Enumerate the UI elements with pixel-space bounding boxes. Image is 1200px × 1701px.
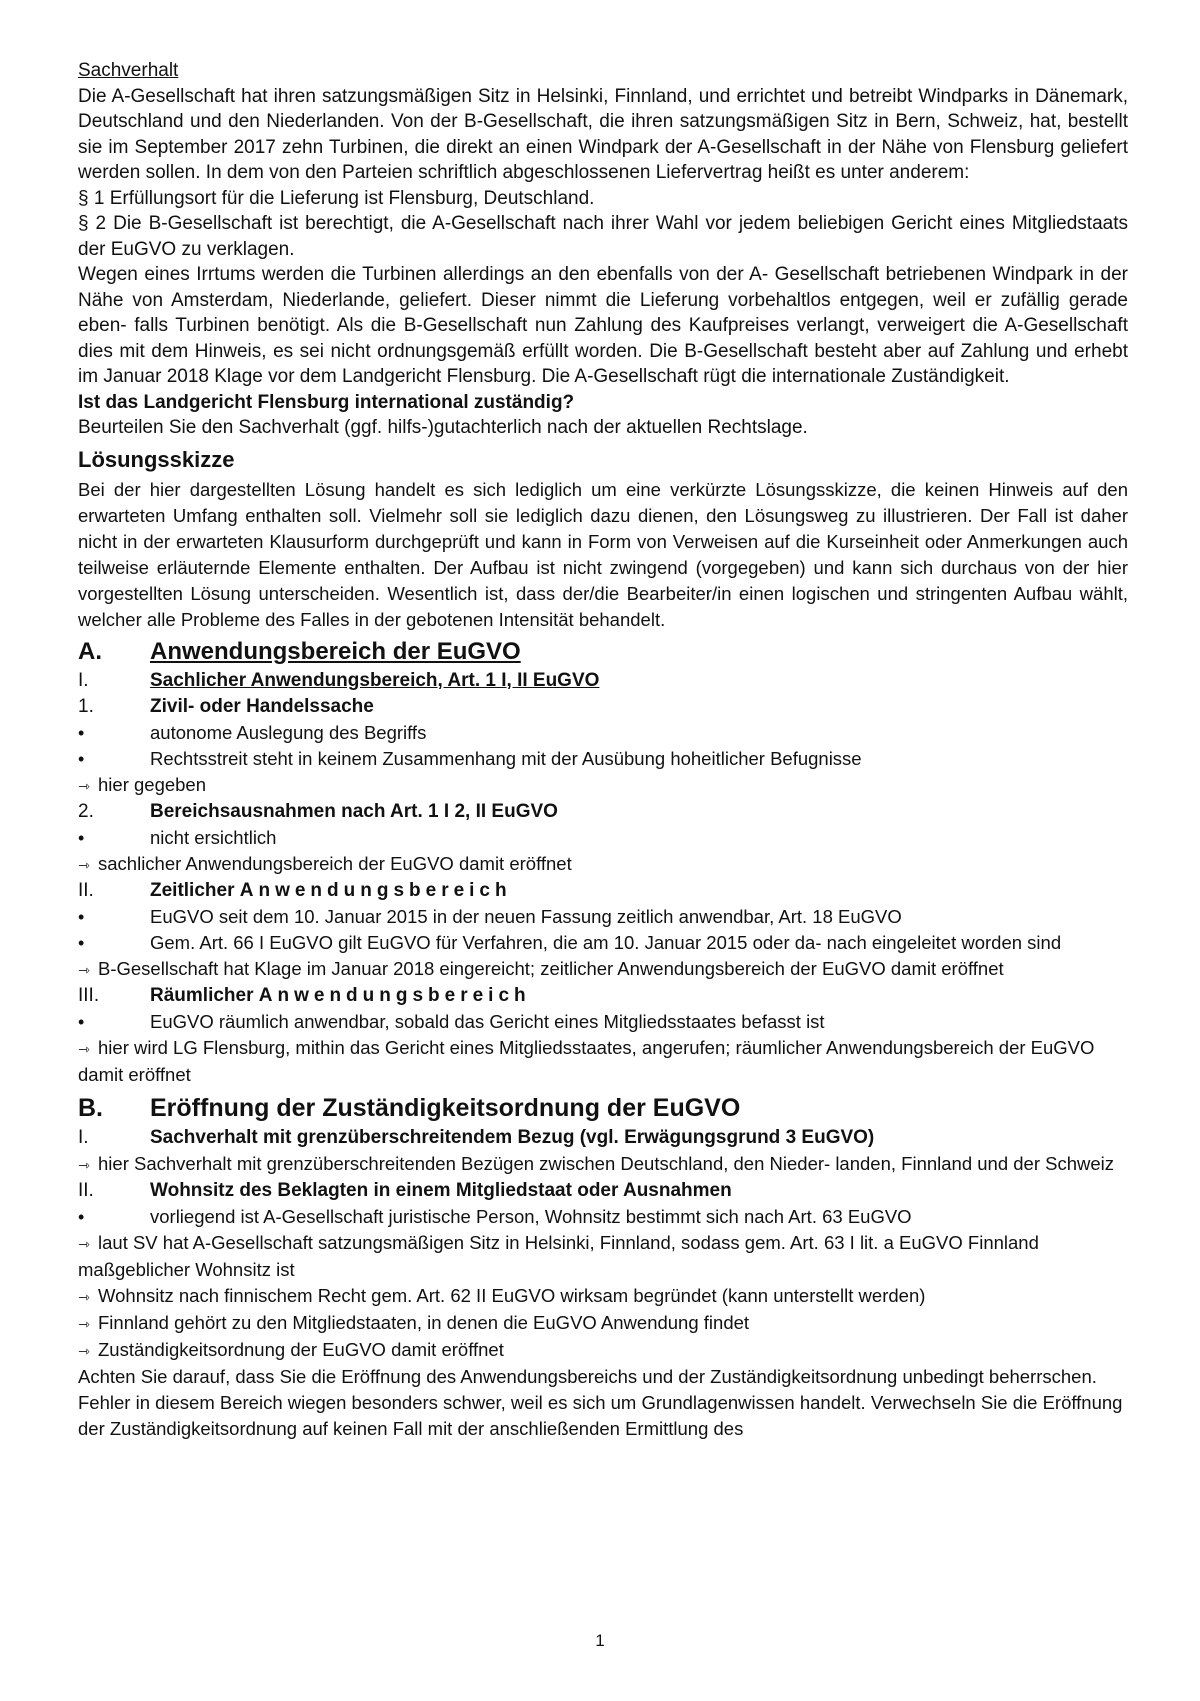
result-line: ⇾ hier gegeben [78, 772, 1128, 799]
sachverhalt-paragraph-2: Wegen eines Irrtums werden die Turbinen allerdings an den ebenfalls von der A- Gesellschaft betriebenen Windpark in der Nähe von Amsterdam, Niederlande, geliefert. Dieser nimmt die Lieferung vorbehaltlos entgegen, weil er zufällig gerade eben- falls Turbinen benötigt. Als die B-Gesellschaft nun Zahlung des Kaufpreises verlangt, verweigert die A-Gesellschaft dies mit dem Hinweis, es sei nicht ordnungsgemäß erfüllt worden. Die B-Gesellschaft besteht aber auf Zahlung und erhebt im Januar 2018 Klage vor dem Landgericht Flensburg. Die A-Gesellschaft rügt die internationale Zuständigkeit. [78, 264, 1128, 387]
arrow-icon: ⇾ [78, 961, 90, 978]
arrow-icon: ⇾ [78, 777, 90, 794]
closing-note: Achten Sie darauf, dass Sie die Eröffnung des Anwendungsbereichs und der Zuständigkeitsordnung unbedingt beherrschen. Fehler in diesem Bereich wiegen besonders schwer, weil es sich um Grundlagenwissen handelt. Verwechseln Sie die Eröffnung der Zuständigkeitsordnung auf keinen Fall mit der anschließenden Ermittlung des [78, 1365, 1123, 1439]
arrow-icon: ⇾ [78, 1315, 90, 1332]
section-a-ii-heading: II. Zeitlicher Anwendungsbereich [78, 879, 512, 901]
result-line: ⇾ Zuständigkeitsordnung der EuGVO damit eröffnet [78, 1337, 1128, 1364]
result-line: ⇾ hier Sachverhalt mit grenzüberschreitenden Bezügen zwischen Deutschland, den Nieder- landen, Finnland und der Schweiz [78, 1151, 1128, 1178]
page-number: 1 [595, 1631, 605, 1650]
contract-clause-1: § 1 Erfüllungsort für die Lieferung ist Flensburg, Deutschland. [78, 187, 595, 209]
section-b-i-heading: I. Sachverhalt mit grenzüberschreitendem Bezug (vgl. Erwägungsgrund 3 EuGVO) [78, 1126, 875, 1148]
arrow-icon: ⇾ [78, 1156, 90, 1173]
arrow-icon: ⇾ [78, 1288, 90, 1305]
solution-intro: Bei der hier dargestellten Lösung handelt es sich lediglich um eine verkürzte Lösungsskizze, die keinen Hinweis auf den erwarteten Umfang enthalten soll. Vielmehr soll sie lediglich dazu dienen, den Lösungsweg zu illustrieren. Der Fall ist daher nicht in der erwarteten Klausurform durchgeprüft und kann in Form von Verweisen auf die Kurseinheit oder Anmerkungen auch teilweise erläuternde Elemente enthalten. Der Aufbau ist nicht zwingend (vorgegeben) und kann sich durchaus von der hier vorgestellten Lösung unterscheiden. Wesentlich ist, dass der/die Bearbeiter/in einen logischen und stringenten Aufbau wählt, welcher alle Probleme des Falles in der gebotenen Intensität behandelt. [78, 478, 1128, 630]
bullet-item: • Rechtsstreit steht in keinem Zusammenhang mit der Ausübung hoheitlicher Befugnisse [78, 746, 1128, 772]
section-a-i-1-heading: 1. Zivil- oder Handelssache [78, 695, 374, 717]
sachverhalt-heading: Sachverhalt [78, 60, 179, 81]
arrow-icon: ⇾ [78, 1235, 90, 1252]
document-page [78, 58, 1128, 1442]
result-line: ⇾ hier wird LG Flensburg, mithin das Gericht eines Mitgliedsstaates, angerufen; räumlicher Anwendungsbereich der EuGVO damit eröffnet [78, 1036, 1095, 1085]
bullet-item: • nicht ersichtlich [78, 825, 1128, 851]
result-line: ⇾ Wohnsitz nach finnischem Recht gem. Art. 62 II EuGVO wirksam begründet (kann unterstellt werden) [78, 1283, 1128, 1310]
bullet-item: • Gem. Art. 66 I EuGVO gilt EuGVO für Verfahren, die am 10. Januar 2015 oder da- nach eingeleitet worden sind [78, 930, 1128, 956]
section-a-i-heading: I. Sachlicher Anwendungsbereich, Art. 1 I, II EuGVO [78, 669, 600, 691]
bullet-item: • EuGVO seit dem 10. Januar 2015 in der neuen Fassung zeitlich anwendbar, Art. 18 EuGVO [78, 904, 1128, 930]
result-line: ⇾ sachlicher Anwendungsbereich der EuGVO damit eröffnet [78, 851, 1128, 878]
bullet-item: • EuGVO räumlich anwendbar, sobald das Gericht eines Mitgliedsstaates befasst ist [78, 1009, 1128, 1035]
result-line: ⇾ laut SV hat A-Gesellschaft satzungsmäßigen Sitz in Helsinki, Finnland, sodass gem. Art. 63 I lit. a EuGVO Finnland maßgeblicher Wohnsitz ist [78, 1231, 1039, 1280]
bullet-item: • autonome Auslegung des Begriffs [78, 720, 1128, 746]
case-question: Ist das Landgericht Flensburg international zuständig? [78, 391, 575, 413]
solution-heading: Lösungsskizze [78, 446, 235, 472]
section-b-heading: B. Eröffnung der Zuständigkeitsordnung der EuGVO [78, 1093, 741, 1122]
result-line: ⇾ Finnland gehört zu den Mitgliedstaaten, in denen die EuGVO Anwendung findet [78, 1310, 1128, 1337]
arrow-icon: ⇾ [78, 1342, 90, 1359]
section-a-i-2-heading: 2. Bereichsausnahmen nach Art. 1 I 2, II EuGVO [78, 800, 558, 822]
task-instruction: Beurteilen Sie den Sachverhalt (ggf. hilfs-)gutachterlich nach der aktuellen Rechtslage. [78, 417, 808, 438]
sachverhalt-paragraph-1: Die A-Gesellschaft hat ihren satzungsmäßigen Sitz in Helsinki, Finnland, und errichtet und betreibt Windparks in Dänemark, Deutschland und den Niederlanden. Von der B-Gesellschaft, die ihren satzungsmäßigen Sitz in Bern, Schweiz, hat, bestellt sie im September 2017 zehn Turbinen, die direkt an einen Windpark der A-Gesellschaft in der Nähe von Flensburg geliefert werden sollen. In dem von den Parteien schriftlich abgeschlossenen Liefervertrag heißt es unter anderem: [78, 85, 1128, 183]
arrow-icon: ⇾ [78, 856, 90, 873]
contract-clause-2: § 2 Die B-Gesellschaft ist berechtigt, die A-Gesellschaft nach ihrer Wahl vor jedem beliebigen Gericht eines Mitgliedstaats der EuGVO zu verklagen. [78, 213, 1128, 260]
arrow-icon: ⇾ [78, 1040, 90, 1057]
section-a-heading: A. Anwendungsbereich der EuGVO [78, 637, 521, 665]
result-line: ⇾ B-Gesellschaft hat Klage im Januar 2018 eingereicht; zeitlicher Anwendungsbereich der EuGVO damit eröffnet [78, 956, 1128, 983]
section-a-iii-heading: III. Räumlicher Anwendungsbereich [78, 984, 531, 1006]
bullet-item: • vorliegend ist A-Gesellschaft juristische Person, Wohnsitz bestimmt sich nach Art. 63 EuGVO [78, 1204, 1128, 1230]
section-b-ii-heading: II. Wohnsitz des Beklagten in einem Mitgliedstaat oder Ausnahmen [78, 1179, 732, 1201]
